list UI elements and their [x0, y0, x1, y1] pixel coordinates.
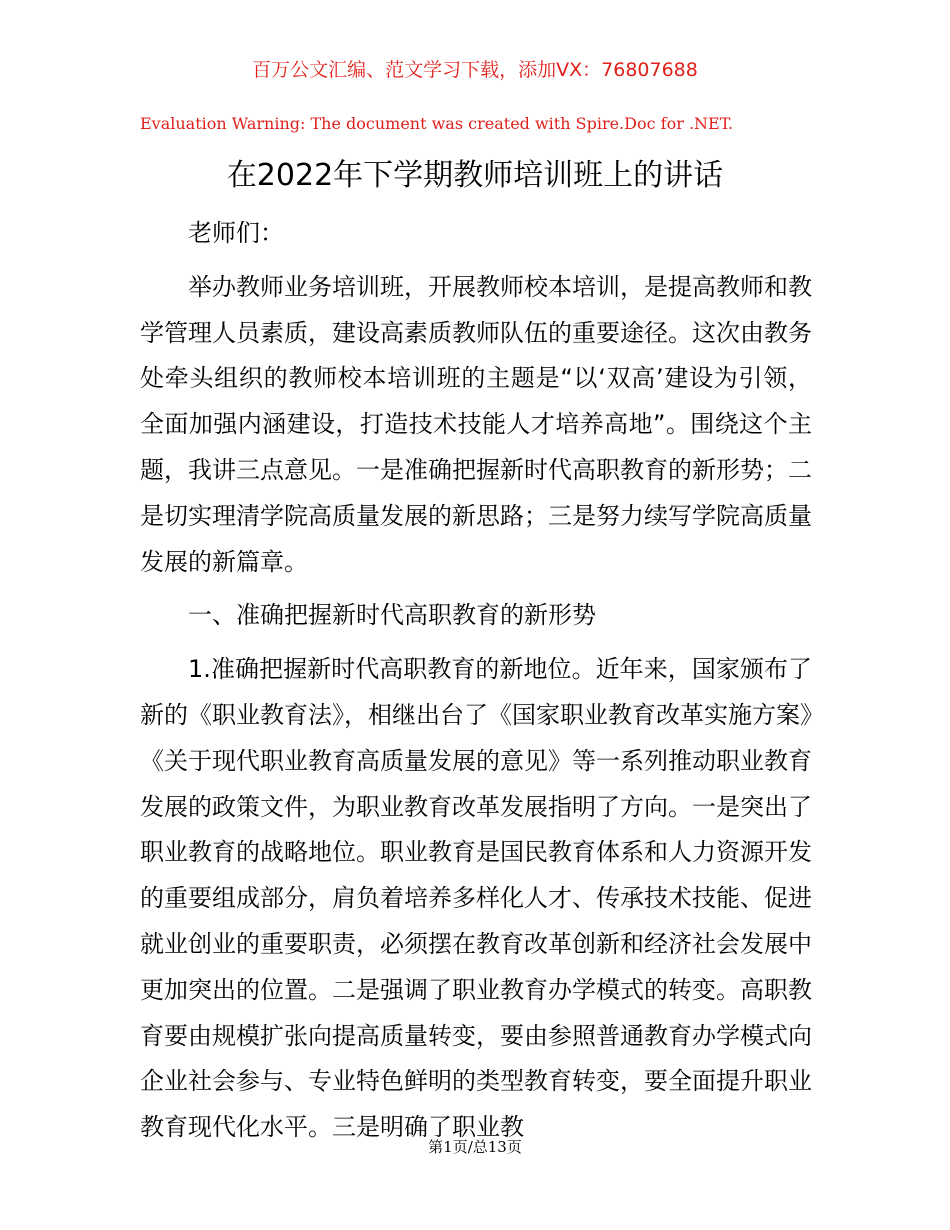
header-banner: 百万公文汇编、范文学习下载，添加VX：76807688	[252, 59, 698, 81]
paragraph-intro: 举办教师业务培训班，开展教师校本培训，是提高教师和教学管理人员素质，建设高素质教师队伍的重要途径。这次由教务处牵头组织的教师校本培训班的主题是“以‘双高’建设为引领，全面加强内涵建设，打造技术技能人才培养高地”。围绕这个主题，我讲三点意见。一是准确把握新时代高职教育的新形势；二是切实理清学院高质量发展的新思路；三是努力续写学院高质量发展的新篇章。	[140, 272, 812, 576]
evaluation-warning: Evaluation Warning: The document was created with Spire.Doc for .NET.	[140, 114, 734, 133]
section-heading: 一、准确把握新时代高职教育的新形势	[188, 601, 596, 630]
paragraph-section-1: 1.准确把握新时代高职教育的新地位。近年来，国家颁布了新的《职业教育法》，相继出台了《国家职业教育改革实施方案》《关于现代职业教育高质量发展的意见》等一系列推动职业教育发展的政策文件，为职业教育改革发展指明了方向。一是突出了职业教育的战略地位。职业教育是国民教育体系和人力资源开发的重要组成部分，肩负着培养多样化人才、传承技术技能、促进就业创业的重要职责，必须摆在教育改革创新和经济社会发展中更加突出的位置。二是强调了职业教育办学模式的转变。高职教育要由规模扩张向提高质量转变，要由参照普通教育办学模式向企业社会参与、专业特色鲜明的类型教育转变，要全面提升职业教育现代化水平。三是明确了职业教	[140, 655, 812, 1142]
document-title: 在2022年下学期教师培训班上的讲话	[226, 158, 724, 193]
page-number: 第1页/总13页	[428, 1138, 522, 1156]
salutation: 老师们：	[188, 219, 284, 247]
document-body	[140, 211, 812, 1151]
